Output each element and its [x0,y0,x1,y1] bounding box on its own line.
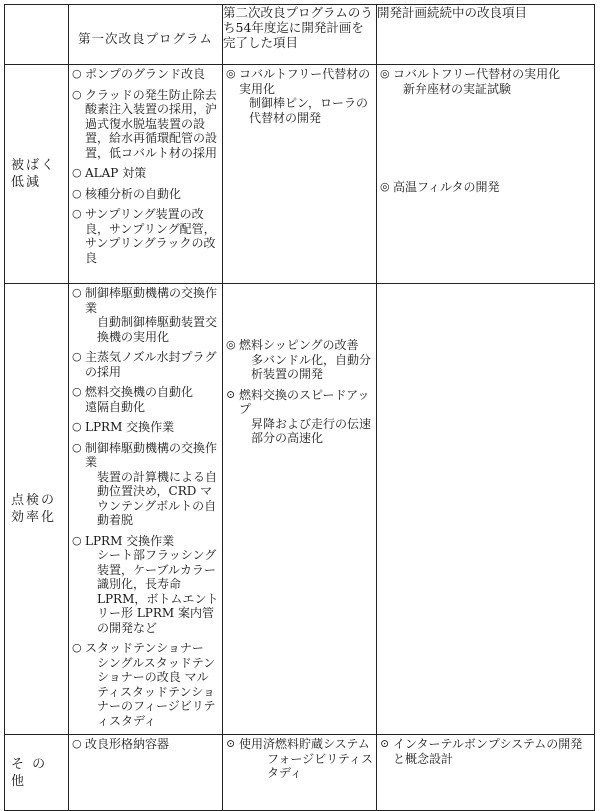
cell-r1-col3 [377,65,595,284]
list-item: ○ ALAP 対策 [72,166,147,180]
circle-marker-icon: ○ [72,385,82,398]
list-item: ⊙ インターテルボンプシステムの開発と概念設計 [380,737,583,766]
cell-r2-col2 [223,284,377,735]
cell-r3-col1 [69,735,223,811]
list-item: ⊙ 燃料交換のスピードアップ 昇降および走行の伝速部分の高速化 [226,387,372,445]
table-row [5,284,595,735]
table-row [5,65,595,284]
header-row [5,5,595,65]
list-item: ○ クラッドの発生防止除去酸素注入装置の採用，沪過式復水脱塩装置の設置，給水再循環配管の設置，低コバルト材の採用 [72,87,218,160]
circle-marker-icon: ○ [72,166,82,179]
header-col2: 第二次改良プログラムのうち54年度迄に開発計画を完了した項目 [223,5,377,65]
list-item: ⊙ 使用済燃料貯蔵システム フォージビリティスタディ [226,737,373,780]
header-col1: 第一次改良プログラム [69,5,223,65]
double-circle-marker-icon: ◎ [226,67,236,80]
list-item: ○ 制御棒駆動機構の交換作業 自動制御棒駆動装置交換機の実用化 [72,286,218,344]
list-item: ○ 主蒸気ノズル水封プラグの採用 [72,350,217,379]
list-item: ○ 核種分析の自動化 [72,186,182,201]
list-item: ○ LPRM 交換作業 [72,420,175,434]
circle-marker-icon: ○ [72,207,82,220]
dotted-circle-marker-icon: ⊙ [226,737,236,750]
circle-marker-icon: ○ [72,286,82,299]
list-item: ◎ 燃料シッピングの改善 多バンドル化，自動分析装置の開発 [226,338,372,381]
list-item: ○ 燃料交換機の自動化 遠隔自動化 [72,385,194,414]
list-item: ○ 制御棒駆動機構の交換作業 装置の計算機による自動位置決め，CRD マウンテングボルトの自動着脱 [72,440,218,527]
cell-r3-col2 [223,735,377,811]
cell-r3-col3 [377,735,595,811]
circle-marker-icon: ○ [72,186,82,200]
list-item: ○ サンプリング装置の改良，サンプリング配管，サンプリングラックの改良 [72,207,216,265]
list-item: ◎ コバルトフリー代替材の実用化 新弁座材の実証試験 [380,67,561,96]
cell-r2-col1 [69,284,223,735]
double-circle-marker-icon: ◎ [380,180,390,193]
header-corner-cell [5,5,69,65]
row-label-other: そ の 他 [5,735,69,811]
header-col3: 開発計画続続中の改良項目 [377,5,595,65]
circle-marker-icon: ○ [72,420,82,433]
list-item: ○ スタッドテンショナー シングルスタッドテンショナーの改良 マルティスタッドテンショナーのフィージビリティスタディ [72,641,216,728]
double-circle-marker-icon: ◎ [380,67,390,80]
dotted-circle-marker-icon: ⊙ [380,737,390,750]
list-item: ○ LPRM 交換作業 シート部フラッシング装置，ケーブルカラー識別化，長寿命 LPRM，ボトムエントリー形 LPRM 案内管の開発など [72,533,219,635]
list-item: ○ 改良形格納容器 [72,737,170,751]
dotted-circle-marker-icon: ⊙ [226,387,236,401]
cell-r2-col3-empty [377,284,595,735]
improvement-program-table [4,4,595,811]
list-item: ◎ コバルトフリー代替材の実用化 制御棒ピン，ローラの代替材の開発 [226,67,371,125]
list-item: ◎ 高温フィルタの開発 [380,180,500,194]
circle-marker-icon: ○ [72,350,82,363]
cell-r1-col1 [69,65,223,284]
cell-r1-col2 [223,65,377,284]
circle-marker-icon: ○ [72,67,82,80]
table-row [5,735,595,811]
circle-marker-icon: ○ [72,737,82,750]
circle-marker-icon: ○ [72,440,82,454]
row-label-exposure: 被ばく低減 [5,65,69,284]
list-item: ○ ポンプのグランド改良 [72,67,206,81]
double-circle-marker-icon: ◎ [226,338,236,351]
row-label-efficiency: 点検の効率化 [5,284,69,735]
circle-marker-icon: ○ [72,533,82,547]
circle-marker-icon: ○ [72,641,82,654]
circle-marker-icon: ○ [72,87,82,101]
